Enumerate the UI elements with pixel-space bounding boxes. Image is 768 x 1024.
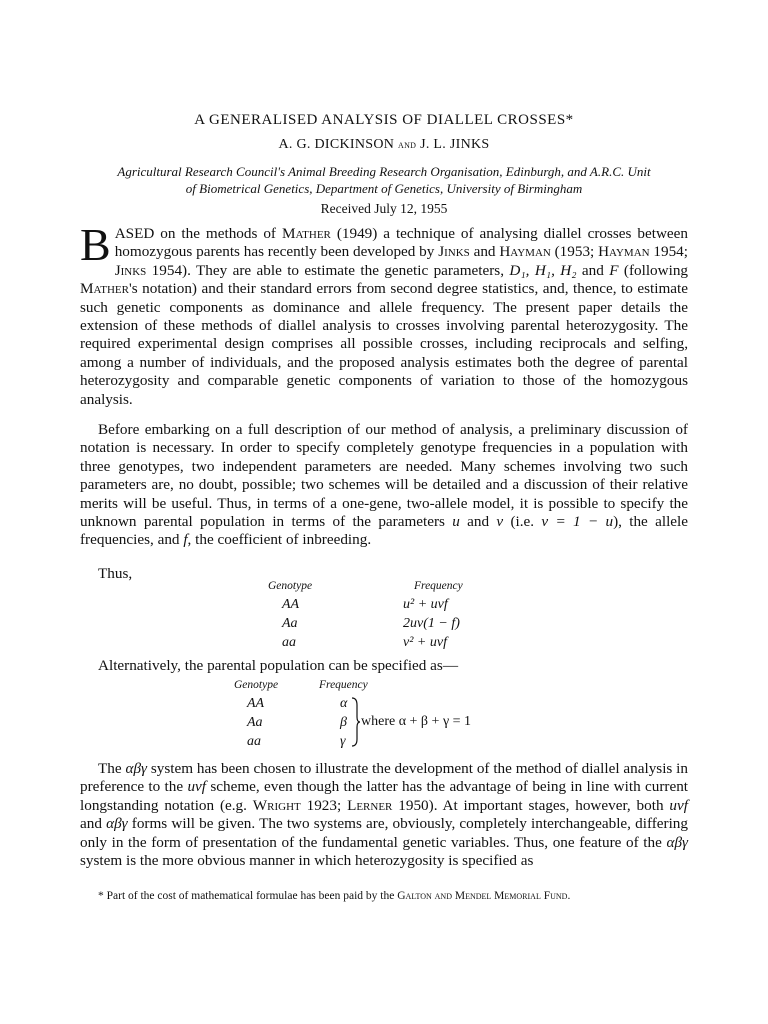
- thus-label: Thus,: [98, 565, 133, 582]
- math-var: αβγ: [125, 760, 147, 777]
- text-run: system has been chosen to illustrate the development of the method of diallel analysis in preference to the: [80, 760, 688, 796]
- article-title: A GENERALISED ANALYSIS OF DIALLEL CROSSES*: [194, 112, 574, 128]
- math-var: αβγ: [666, 833, 688, 851]
- text-run: (1949) a technique of analysing diallel crosses between homozygous parents has recently been developed by: [114, 225, 688, 261]
- cited-author: Lerner: [347, 796, 393, 814]
- text-run: The: [98, 760, 126, 777]
- math-var: f: [183, 531, 188, 549]
- text-run: 1954;: [649, 243, 688, 261]
- text-run: and: [469, 243, 500, 261]
- math-equation: v = 1 − u: [541, 513, 614, 531]
- math-var: v: [496, 513, 504, 531]
- frequency-cell: v² + uvf: [403, 635, 447, 650]
- cited-author: Jinks: [114, 261, 147, 279]
- math-var: αβγ: [106, 815, 128, 833]
- alternatively-line: Alternatively, the parental population can be specified as—: [98, 657, 459, 674]
- genotype-cell: Aa: [247, 715, 263, 730]
- text-run: ASED on the methods of: [114, 225, 282, 242]
- text-run: (i.e.: [503, 513, 542, 531]
- text-run: (following: [618, 261, 689, 279]
- text-run: and: [459, 513, 497, 531]
- footnote-text: .: [567, 890, 571, 902]
- frequency-cell: γ: [340, 734, 346, 749]
- col-header-genotype: Genotype: [234, 679, 279, 691]
- genotype-cell: AA: [247, 696, 265, 711]
- text-run: 1954). They are able to estimate the genetic parameters,: [146, 261, 510, 279]
- math-parameters: D₁, H₁, H₂: [509, 261, 577, 279]
- drop-cap: B: [80, 219, 111, 270]
- author-jinks: J. L. JINKS: [420, 137, 490, 152]
- cited-author: Mather: [80, 280, 129, 298]
- col-header-genotype: Genotype: [268, 580, 313, 592]
- genotype-cell: aa: [282, 635, 296, 650]
- text-run: forms will be given. The two systems are, obviously, completely interchangeable, differing only in the form of presentation of the fundamental genetic variables. Thus, one feature of the: [80, 815, 688, 851]
- cited-author: Wright: [252, 796, 301, 814]
- text-run: 1923;: [300, 796, 348, 814]
- math-var: u: [452, 513, 460, 531]
- math-var: uvf: [669, 796, 688, 814]
- received-date: Received July 12, 1955: [320, 201, 448, 216]
- text-run: 's notation) and their standard errors from second degree statistics, and, thence, to estimate such genetic components as dominance and allele frequency. The present paper details the extension of these methods of diallel analysis to crosses involving parental heterozygosity. The required experimental design comprises all possible crosses, including reciprocals and selfing, among a number of individuals, and the proposed analysis estimates both the degree of parental heterozygosity and comparable genetic components of variation to those of the homozygous analysis.: [80, 280, 688, 408]
- paragraph-system: [80, 760, 688, 870]
- frequency-cell: 2uv(1 − f): [403, 616, 460, 631]
- affiliation: [60, 163, 708, 197]
- genotype-table-uvf: [268, 580, 528, 650]
- frequency-cell: u² + uvf: [403, 597, 448, 612]
- author-dickinson: A. G. DICKINSON: [278, 137, 395, 152]
- math-parameter: F: [609, 261, 619, 279]
- sum-constraint: where α + β + γ = 1: [361, 714, 472, 729]
- math-var: uvf: [187, 778, 207, 796]
- cited-author: Hayman: [499, 243, 551, 261]
- cited-author: Jinks: [438, 243, 470, 261]
- text-run: , the coefficient of inbreeding.: [187, 531, 372, 549]
- author-conjunction: and: [398, 137, 417, 151]
- genotype-cell: Aa: [282, 616, 298, 631]
- text-run: (1953;: [550, 243, 599, 261]
- text-run: system is the more obvious manner in which heterozygosity is specified as: [80, 852, 534, 870]
- cited-author: Hayman: [598, 243, 650, 261]
- text-run: and: [80, 815, 107, 833]
- footnote-text: * Part of the cost of mathematical formulae has been paid by the: [98, 890, 398, 902]
- genotype-cell: aa: [247, 734, 261, 749]
- text-run: scheme, even though the latter has the advantage of being in line with current longstanding notation (e.g.: [80, 778, 689, 814]
- col-header-frequency: Frequency: [319, 679, 368, 691]
- affiliation-line-1: Agricultural Research Council's Animal Breeding Research Organisation, Edinburgh, and A.R.C. Unit: [117, 164, 651, 179]
- genotype-table-abg: [234, 679, 554, 751]
- right-brace: [351, 697, 361, 747]
- author-line: [0, 137, 768, 153]
- paragraph-notation: [80, 421, 688, 550]
- paragraph-intro: [80, 219, 689, 409]
- text-run: 1950). At important stages, however, both: [392, 796, 670, 814]
- footnote: [80, 888, 688, 905]
- text-run: Before embarking on a full description of our method of analysis, a preliminary discussion of notation is necessary. In order to specify completely genotype frequencies in a population with three genotypes, two independent parameters are needed. Many schemes involving two such parameters are, no doubt, possible; two schemes will be detailed and a discussion of their relative merits will be useful. Thus, in terms of a one-gene, two-allele model, it is possible to specify the unknown parental population in terms of the parameters: [80, 421, 688, 531]
- cited-author: Mather: [281, 225, 331, 242]
- genotype-cell: AA: [282, 597, 300, 612]
- col-header-frequency: Frequency: [414, 580, 463, 592]
- frequency-cell: α: [340, 696, 348, 711]
- affiliation-line-2: of Biometrical Genetics, Department of Genetics, University of Birmingham: [185, 181, 583, 196]
- text-run: ), the allele frequencies, and: [80, 513, 688, 549]
- frequency-cell: β: [340, 715, 347, 730]
- footnote-fund: Galton and Mendel Memorial Fund: [397, 890, 568, 902]
- text-run: and: [576, 261, 610, 279]
